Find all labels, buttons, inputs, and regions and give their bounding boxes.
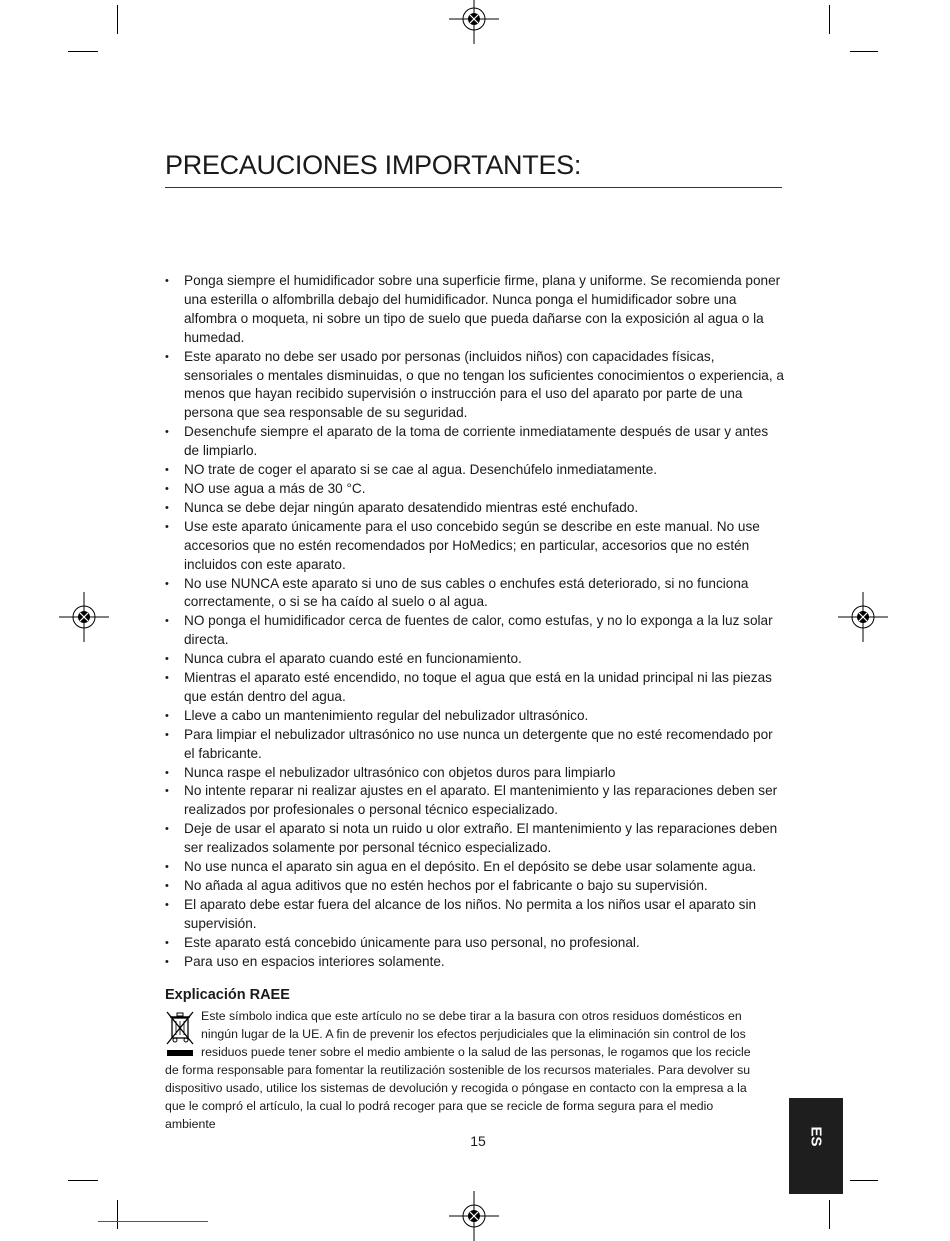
raee-text: Este símbolo indica que este artículo no se debe tirar a la basura con otros residuos domésticos en ningún lugar de la UE. A fin de prevenir los efectos perjudiciales que la eliminación sin control de los residuos puede tener sobre el medio ambiente o la salud de las personas, le rogamos que los recicle de forma responsable para fomentar la reutilización sostenible de los recursos materiales. Para devolver su dispositivo usado, utilice los sistemas de devolución y recogida o póngase en contacto con la empresa a la que le compró el artículo, la cual lo podrá recoger para que se recicle de forma segura para el medio ambiente bbox=[165, 1009, 751, 1131]
list-item: • Lleve a cabo un mantenimiento regular del nebulizador ultrasónico. bbox=[165, 707, 785, 726]
registration-mark-icon bbox=[59, 592, 109, 642]
crop-mark bbox=[850, 1180, 878, 1181]
raee-heading: Explicación RAEE bbox=[165, 987, 290, 1003]
registration-mark-icon bbox=[449, 1191, 499, 1241]
registration-mark-icon bbox=[449, 0, 499, 44]
list-item: • Nunca se debe dejar ningún aparato desatendido mientras esté enchufado. bbox=[165, 499, 785, 518]
list-item: • Mientras el aparato esté encendido, no toque el agua que está en la unidad principal ni las piezas que están dentro del agua. bbox=[165, 669, 785, 707]
crop-mark bbox=[117, 5, 118, 34]
crop-mark bbox=[829, 1200, 830, 1229]
list-item: • NO use agua a más de 30 °C. bbox=[165, 480, 785, 499]
page-number: 15 bbox=[470, 1133, 486, 1149]
page-title: PRECAUCIONES IMPORTANTES: bbox=[165, 150, 782, 188]
crop-mark bbox=[68, 51, 98, 52]
raee-paragraph bbox=[165, 1007, 755, 1133]
crop-mark bbox=[117, 1200, 118, 1229]
registration-mark-icon bbox=[838, 592, 888, 642]
list-item: • No añada al agua aditivos que no estén hechos por el fabricante o bajo su supervisión. bbox=[165, 877, 785, 896]
list-item: • No use NUNCA este aparato si uno de sus cables o enchufes está deteriorado, si no funciona correctamente, o si se ha caído al suelo o al agua. bbox=[165, 575, 785, 613]
list-item: • No intente reparar ni realizar ajustes en el aparato. El mantenimiento y las reparaciones deben ser realizados por profesionales o personal técnico especializado. bbox=[165, 782, 785, 820]
crop-mark bbox=[850, 51, 878, 52]
precautions-list bbox=[165, 272, 785, 972]
language-tab-label: ES bbox=[807, 1126, 825, 1147]
list-item: • Para limpiar el nebulizador ultrasónico no use nunca un detergente que no esté recomendado por el fabricante. bbox=[165, 726, 785, 764]
list-item: • NO trate de coger el aparato si se cae al agua. Desenchúfelo inmediatamente. bbox=[165, 461, 785, 480]
list-item: • Nunca cubra el aparato cuando esté en funcionamiento. bbox=[165, 650, 785, 669]
list-item: • Use este aparato únicamente para el uso concebido según se describe en este manual. No use accesorios que no estén recomendados por HoMedics; en particular, accesorios que no estén incluidos con este aparato. bbox=[165, 518, 785, 575]
list-item: • Deje de usar el aparato si nota un ruido u olor extraño. El mantenimiento y las reparaciones deben ser realizados solamente por personal técnico especializado. bbox=[165, 820, 785, 858]
list-item: • Este aparato no debe ser usado por personas (incluidos niños) con capacidades físicas, sensoriales o mentales disminuidas, o que no tengan los suficientes conocimientos o experiencia, a menos que hayan recibido supervisión o instrucción para el uso del aparato por parte de una persona que sea responsable de su seguridad. bbox=[165, 348, 785, 424]
crossed-out-wheelie-bin-icon bbox=[165, 1009, 195, 1057]
list-item: • NO ponga el humidificador cerca de fuentes de calor, como estufas, y no lo exponga a la luz solar directa. bbox=[165, 612, 785, 650]
crop-mark bbox=[98, 1221, 208, 1222]
crop-mark bbox=[68, 1180, 98, 1181]
list-item: • No use nunca el aparato sin agua en el depósito. En el depósito se debe usar solamente agua. bbox=[165, 858, 785, 877]
crop-mark bbox=[829, 5, 830, 34]
list-item: • Para uso en espacios interiores solamente. bbox=[165, 953, 785, 972]
list-item: • Ponga siempre el humidificador sobre una superficie firme, plana y uniforme. Se recomienda poner una esterilla o alfombrilla debajo del humidificador. Nunca ponga el humidificador sobre una alfombra o moqueta, ni sobre un tipo de suelo que pueda dañarse con la exposición al agua o la humedad. bbox=[165, 272, 785, 348]
list-item: • Desenchufe siempre el aparato de la toma de corriente inmediatamente después de usar y antes de limpiarlo. bbox=[165, 423, 785, 461]
list-item: • El aparato debe estar fuera del alcance de los niños. No permita a los niños usar el aparato sin supervisión. bbox=[165, 896, 785, 934]
list-item: • Este aparato está concebido únicamente para uso personal, no profesional. bbox=[165, 934, 785, 953]
list-item: • Nunca raspe el nebulizador ultrasónico con objetos duros para limpiarlo bbox=[165, 764, 785, 783]
